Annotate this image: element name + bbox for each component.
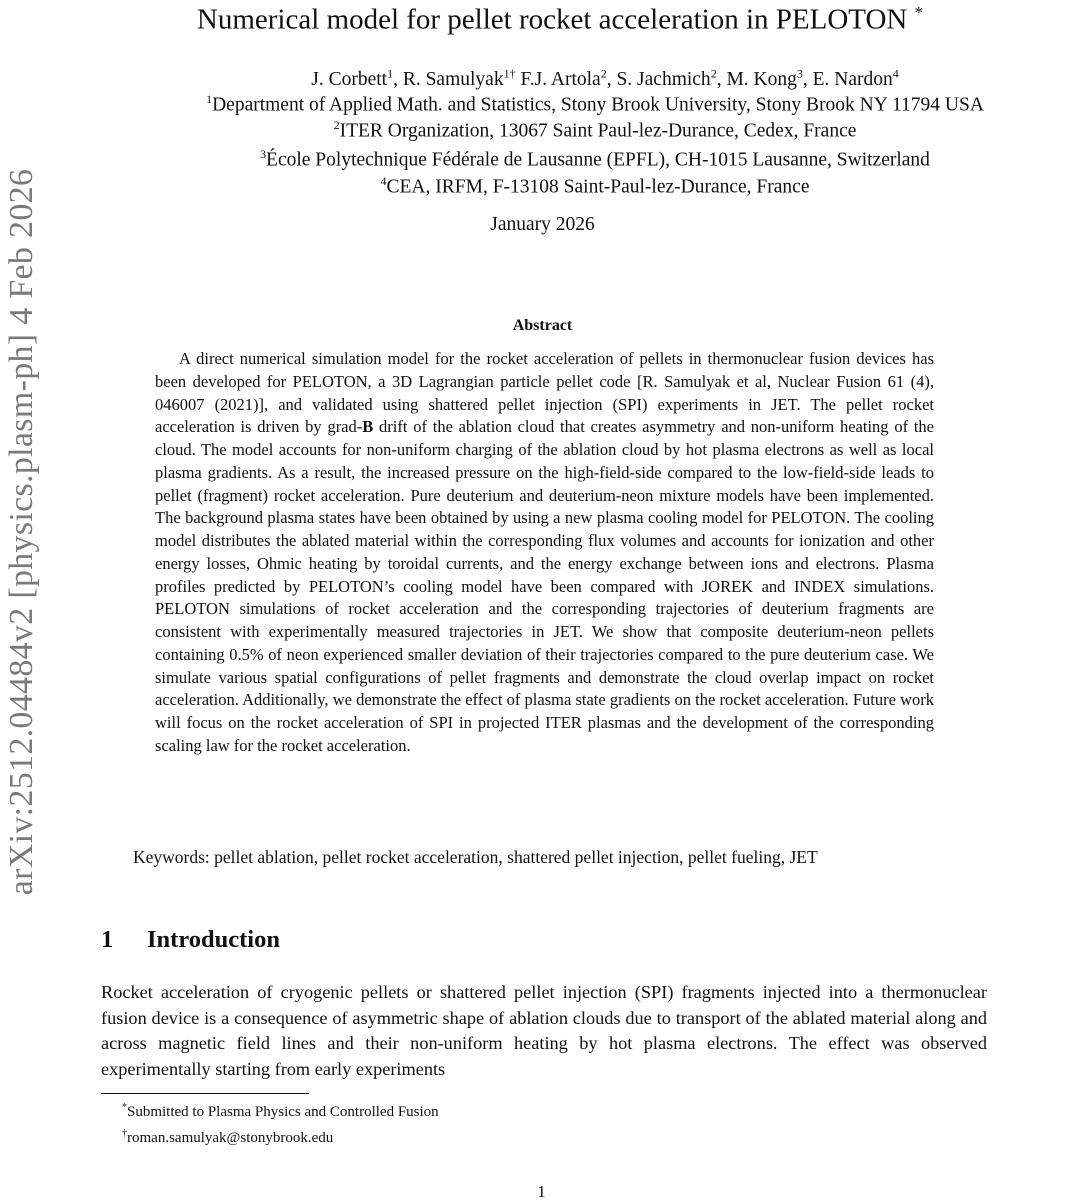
paper-title bbox=[60, 0, 1060, 39]
author: R. Samulyak$^{1\dagger}$ bbox=[402, 66, 516, 90]
arxiv-id-text: arXiv:2512.04484v2 [physics.plasm-ph] 4 Feb 2026 bbox=[3, 168, 41, 896]
arxiv-stamp bbox=[2, 127, 42, 937]
section-heading bbox=[101, 926, 280, 954]
affiliation-2: $^2$ITER Organization, 13067 Saint Paul-lez-Durance, Cedex, France bbox=[333, 118, 857, 142]
affiliation-1: $^1$Department of Applied Math. and Statistics, Stony Brook University, Stony Brook NY 11794 USA bbox=[206, 92, 984, 116]
author: M. Kong$^3$, bbox=[726, 66, 808, 90]
abstract-heading: Abstract bbox=[512, 317, 573, 334]
section-number: 1 bbox=[101, 926, 114, 953]
publication-date: January 2026 bbox=[490, 214, 595, 235]
footnote: †roman.samulyak@stonybrook.edu bbox=[122, 1128, 334, 1146]
author: E. Nardon$^4$ bbox=[812, 66, 899, 90]
footnote: *Submitted to Plasma Physics and Controlled Fusion bbox=[122, 1102, 439, 1120]
affiliation-4: $^4$CEA, IRFM, F-13108 Saint-Paul-lez-Durance, France bbox=[380, 174, 810, 198]
footnote-rule bbox=[101, 1093, 309, 1094]
abstract-body: A direct numerical simulation model for the rocket acceleration of pellets in thermonuclear fusion devices has been developed for PELOTON, a 3D Lagrangian particle pellet code [R. Samulyak et al, Nuclear Fusion 61 (4), 046007 (2021)], and validated using shattered pellet injection (SPI) experiments in JET. The pellet rocket acceleration is driven by grad-B drift of the ablation cloud that creates asymmetry and non-uniform heating of the cloud. The model accounts for non-uniform charging of the ablation cloud by hot plasma electrons as well as local plasma gradients. As a result, the increased pressure on the high-field-side compared to the low-field-side leads to pellet (fragment) rocket acceleration. Pure deuterium and deuterium-neon mixture models have been implemented. The background plasma states have been obtained by using a new plasma cooling model for PELOTON. The cooling model distributes the ablated material within the corresponding flux volumes and accounts for ionization and other energy losses, Ohmic heating by toroidal currents, and the energy exchange between ions and electrons. Plasma profiles predicted by PELOTON’s cooling model have been compared with JOREK and INDEX simulations. PELOTON simulations of rocket acceleration and the corresponding trajectories of deuterium fragments are consistent with experimentally measured trajectories in JET. We show that composite deuterium-neon pellets containing 0.5% of neon experienced smaller deviation of their trajectories compared to the pure deuterium case. We simulate various spatial configurations of pellet fragments and demonstrate the cloud overlap impact on rocket acceleration. Additionally, we demonstrate the effect of plasma state gradients on the rocket acceleration. Future work will focus on the rocket acceleration of SPI in projected ITER plasmas and the development of the corresponding scaling law for the rocket acceleration. bbox=[155, 349, 934, 755]
page-number: 1 bbox=[537, 1182, 546, 1201]
author: S. Jachmich$^2$, bbox=[616, 66, 722, 90]
affiliation-3: $^3$École Polytechnique Fédérale de Lausanne (EPFL), CH-1015 Lausanne, Switzerland bbox=[260, 147, 930, 171]
introduction-paragraph: Rocket acceleration of cryogenic pellets or shattered pellet injection (SPI) fragments injected into a thermonuclear fusion device is a consequence of asymmetric shape of ablation clouds due to transport of the ablated material along and across magnetic field lines and their non-uniform heating by hot plasma electrons. The effect was observed experimentally starting from early experiments bbox=[101, 982, 987, 1079]
author: J. Corbett$^1$, bbox=[311, 66, 398, 90]
title-footnote-mark: * bbox=[914, 3, 924, 22]
footnotes bbox=[122, 1097, 439, 1149]
title-text: Numerical model for pellet rocket acceleration in PELOTON bbox=[196, 3, 908, 36]
section-title: Introduction bbox=[147, 926, 280, 953]
author: F.J. Artola$^2$, bbox=[520, 66, 612, 90]
keywords: Keywords: pellet ablation, pellet rocket acceleration, shattered pellet injection, pellet fueling, JET bbox=[133, 847, 818, 867]
